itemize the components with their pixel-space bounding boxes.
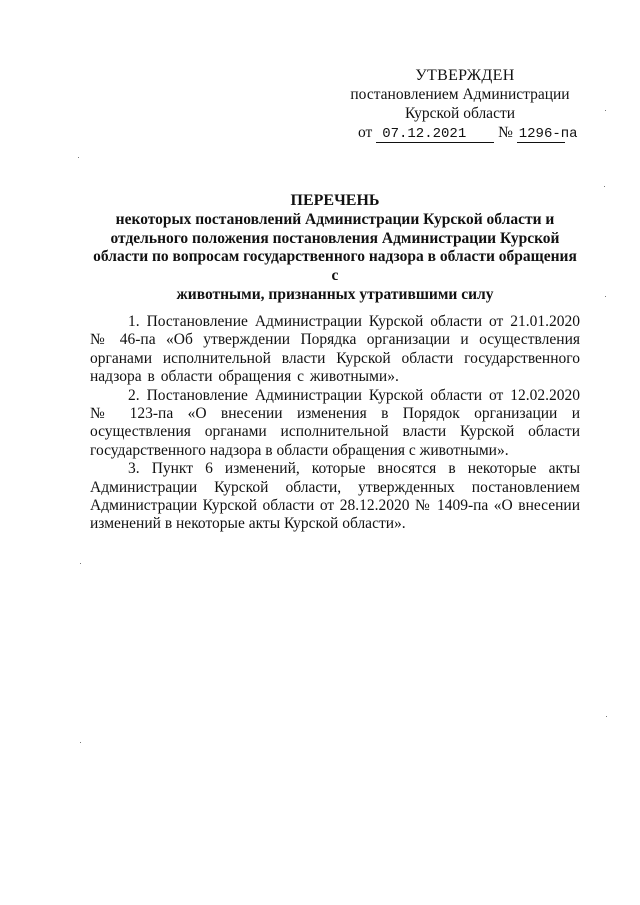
scan-speck bbox=[80, 742, 81, 743]
scan-speck bbox=[78, 157, 79, 158]
approval-line-1: постановлением Администрации bbox=[350, 86, 570, 103]
scan-speck bbox=[605, 110, 606, 111]
document-body bbox=[90, 313, 580, 534]
heading-line-2: отдельного положения постановления Администрации Курской bbox=[110, 229, 560, 247]
approval-title: УТВЕРЖДЕН bbox=[415, 67, 515, 84]
approval-number: 1296-па bbox=[518, 126, 578, 142]
scan-speck bbox=[604, 186, 605, 187]
list-item-1: 1. Постановление Администрации Курской области от 21.01.2020 № 46-па «Об утверждении Порядка организации и осуществления органами исполнительной власти Курской области государственного надзора в области обращения с животными». bbox=[90, 313, 580, 386]
approval-line-2: Курской области bbox=[404, 105, 516, 122]
scan-speck bbox=[605, 296, 606, 297]
list-item-3: 3. Пункт 6 изменений, которые вносятся в некоторые акты Администрации Курской области, утвержденных постановлением Администрации Курской области от 28.12.2020 № 1409-па «О внесении изменений в некоторые акты Курской области». bbox=[90, 460, 580, 533]
heading-title: ПЕРЕЧЕНЬ bbox=[290, 192, 380, 209]
approval-block bbox=[340, 66, 580, 143]
heading-line-4: животными, признанных утратившими силу bbox=[176, 285, 494, 303]
approval-date: 07.12.2021 bbox=[376, 127, 494, 143]
from-label: от bbox=[358, 124, 373, 141]
number-label: № bbox=[498, 124, 513, 141]
scan-speck bbox=[606, 716, 607, 717]
heading-line-3: области по вопросам государственного надзора в области обращения с bbox=[93, 248, 577, 285]
heading-line-1: некоторых постановлений Администрации Курской области и bbox=[115, 210, 555, 228]
scan-speck bbox=[80, 563, 81, 564]
document-heading bbox=[88, 192, 582, 305]
list-item-2: 2. Постановление Администрации Курской области от 12.02.2020 № 123-па «О внесении изменения в Порядок организации и осуществления органами исполнительной власти Курской области государственного надзора в области обращения с животными». bbox=[90, 386, 580, 459]
approval-date-line bbox=[358, 123, 580, 143]
